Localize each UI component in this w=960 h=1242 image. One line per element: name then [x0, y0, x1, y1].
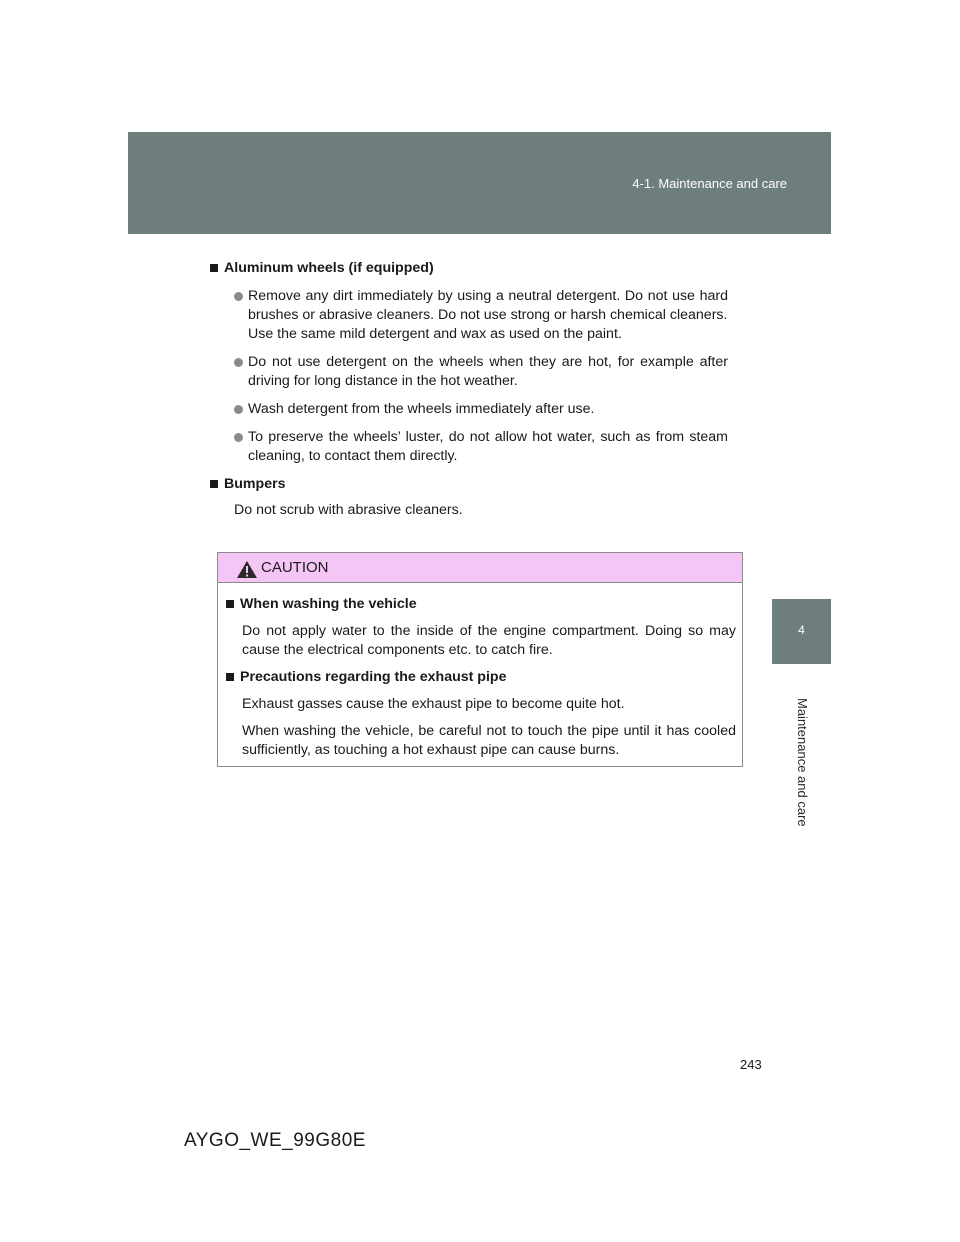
caution-body [218, 583, 742, 760]
caution-box [217, 552, 743, 767]
page-number: 243 [740, 1057, 762, 1072]
aluminum-heading [208, 259, 728, 278]
list-item [208, 428, 728, 466]
round-bullet-icon [234, 358, 243, 367]
chapter-title: Maintenance and care [795, 698, 810, 827]
round-bullet-icon [234, 433, 243, 442]
washing-text: Do not apply water to the inside of the engine compartment. Doing so may cause the electrical components etc. to catch fire. [242, 623, 736, 658]
chapter-number: 4 [798, 623, 805, 637]
list-item-text: Use the same mild detergent and wax as used on the paint. [248, 326, 622, 342]
list-item-text: To preserve the wheels’ luster, do not allow hot water, such as from steam cleaning, to contact them directly. [248, 429, 728, 464]
list-item [208, 287, 728, 344]
exhaust-text-1: Exhaust gasses cause the exhaust pipe to become quite hot. [242, 696, 625, 712]
exhaust-text-2: When washing the vehicle, be careful not to touch the pipe until it has cooled sufficiently, as touching a hot exhaust pipe can cause burns. [242, 723, 736, 758]
caution-title: CAUTION [261, 559, 329, 576]
list-item [208, 400, 728, 419]
bumpers-heading-text: Bumpers [224, 476, 286, 492]
washing-heading-text: When washing the vehicle [240, 596, 417, 612]
exhaust-heading [224, 668, 736, 687]
bumpers-text: Do not scrub with abrasive cleaners. [234, 502, 463, 518]
square-bullet-icon [226, 673, 234, 681]
caution-header [218, 553, 742, 583]
list-item-text: Wash detergent from the wheels immediately after use. [248, 401, 595, 417]
warning-triangle-icon [236, 560, 258, 579]
list-item-text: Remove any dirt immediately by using a neutral detergent. Do not use hard brushes or abrasive cleaners. Do not use strong or harsh chemical cleaners. [248, 288, 728, 323]
round-bullet-icon [234, 405, 243, 414]
washing-heading [224, 595, 736, 614]
square-bullet-icon [210, 264, 218, 272]
document-code: AYGO_WE_99G80E [184, 1130, 366, 1151]
bumpers-heading [208, 475, 728, 494]
header-band [128, 132, 831, 234]
list-item-text: Do not use detergent on the wheels when they are hot, for example after driving for long distance in the hot weather. [248, 354, 728, 389]
main-content [208, 259, 728, 529]
round-bullet-icon [234, 292, 243, 301]
list-item [208, 353, 728, 391]
square-bullet-icon [226, 600, 234, 608]
section-title: 4-1. Maintenance and care [632, 176, 787, 191]
exhaust-heading-text: Precautions regarding the exhaust pipe [240, 669, 507, 685]
chapter-tab [772, 599, 831, 664]
aluminum-heading-text: Aluminum wheels (if equipped) [224, 260, 434, 276]
square-bullet-icon [210, 480, 218, 488]
